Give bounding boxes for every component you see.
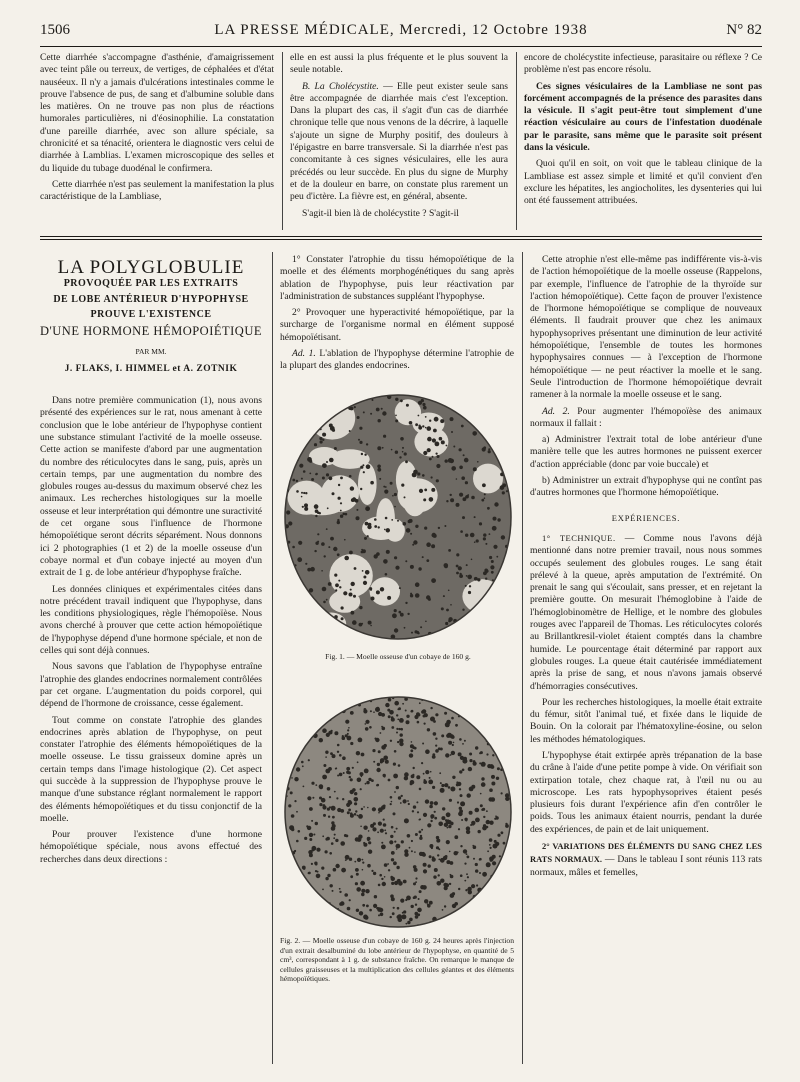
paragraph-text: — Comme nous l'avons déjà mentionné dans notre premier travail, nous nous sommes occupés seulement des globules rouges. Le sang était prélevé à la queue, après amputation de l'extrémité. On prenait le sang qui s'écoulait, sans presser, et en rejetant la première goutte. On mesurait l'hémoglobine à l'aide de l'hémoglobinomètre de Hellige, et le nombre des globules rouges avec l'appareil de Thomas. Les réticulocytes colorés au Brillantkresil-violet étaient comptés dans la chambre humide. Le pourcentage était déterminé par rapport aux globules rouges. La queue était cautérisée immédiatement après la prise de sang, et nous n'avons jamais observé d'hémorragies consécutives. [530, 532, 762, 692]
section-rule [40, 236, 762, 237]
paragraph [530, 532, 762, 693]
top-column-3 [524, 52, 762, 232]
column-divider [522, 252, 523, 1064]
figure-2-caption: Fig. 2. — Moelle osseuse d'un cobaye de 160 g. 24 heures après l'injection d'un extrait desalbuminé du lobe antérieur de l'hypophyse, en quantité de 5 cm³, correspondant à 1 g. de substance fraîche. On remarque le manque de cellules graisseuses et la multiplication des cellules géantes et des éléments hémopoïétiques. [280, 936, 514, 984]
paragraph-text: — Dans le tableau I sont réunis 113 rats normaux, mâles et femelles, [530, 854, 762, 878]
article-subtitle: PROUVE L'EXISTENCE [90, 308, 212, 320]
paragraph-text: — Elle peut exister seule sans être accompagnée de diarrhée mais c'est l'exception. Dans la plupart des cas, il s'agit d'un cas de diarrhée chronique telle que nous venons de la décrire, à laquelle s'ajoute un signe de Murphy positif, des douleurs à l'épigastre en barre transversale. Si la diarrhée n'est pas concomitante à ces signes vésiculaires, elle les aura précédés ou leur succède. En plus du signe de Murphy et de la douleur en barre, on constate plus rarement un peu d'ictère. La fièvre est, en général, absente. [290, 80, 508, 203]
page-header [40, 22, 762, 44]
figure-1-caption: Fig. 1. — Moelle osseuse d'un cobaye de 160 g. [325, 652, 471, 661]
section-heading: B. La Cholécystite. [302, 80, 379, 92]
section-title: EXPÉRIENCES. [611, 512, 681, 523]
subsection-label: 2° VARIATIONS DES ÉLÉMENTS DU SANG CHEZ LES RATS NORMAUX. [530, 841, 762, 865]
paragraph: Cette atrophie n'est elle-même pas indifférente vis-à-vis de l'action hémopoïétique de la moelle osseuse (Rappelons, par exemple, l'influence de l'atrophie de la thyroïde sur l'action hémopoïétique). Cette façon de prouver l'existence de l'hormone hémopoïétique se complique de nouveaux éléments. Il faudrait prouver que chez les animaux hypophysoprives présentant une diminution de leur activité hémopoïétique, l'ensemble de toutes les hormones hypophysaires connues — à l'exception de l'hormone hémopoïétique — ne peut réactiver la moelle et le sang. Seule l'introduction de l'hormone hémopoïétique devrait ramener à la normale la moelle osseuse et le sang. [530, 254, 762, 401]
paragraph: Cette diarrhée n'est pas seulement la manifestation la plus caractéristique de la Lambliase, [40, 178, 274, 203]
paragraph-text: Pour augmenter l'hémopoïèse des animaux normaux il fallait : [530, 405, 762, 429]
paragraph: 2° Provoquer une hyperactivité hémopoïétique, par la surcharge de l'organisme normal en élément supposé hémopoïétisant. [280, 307, 514, 343]
paragraph [290, 81, 508, 204]
article-column-2 [280, 254, 514, 384]
subsection-label: Ad. 2. [542, 405, 570, 417]
column-divider [516, 52, 517, 230]
page-number: 1506 [40, 22, 70, 38]
paragraph: Les données cliniques et expérimentales citées dans notre précédent travail indiquent que l'hypophyse, dans les conditions physiologiques, règle l'hémopoïèse. Nous avons cherché à prouver que cette action hémopoïétique de l'hypophyse dépend d'une hormone spéciale, et non de celles qui sont déjà connues. [40, 583, 262, 657]
paragraph: L'hypophyse était extirpée après trépanation de la base du crâne à l'aide d'une petite pompe à vide. On vérifiait son extirpation totale, chez chaque rat, à l'œil nu ou au microscope. Les rats hypophysoprives étaient pesés plusieurs fois durant l'expérience afin d'en contrôler le poids. Tous les animaux étaient nourris, pendant la durée des expériences, de pain et de lait uniquement. [530, 749, 762, 835]
paragraph: Nous savons que l'ablation de l'hypophyse entraîne l'atrophie des glandes endocrines normalement contrôlées par cet organe. L'augmentation du poids corporel, qui dépend de l'hormone de croissance, cesse également. [40, 661, 262, 710]
paragraph: Quoi qu'il en soit, on voit que le tableau clinique de la Lambliase est assez simple et limité et qu'il convient d'en exclure les hépatites, les angiocholites, les dysenteries qui lui ont été faussement attribuées. [524, 158, 762, 207]
article-column-1 [40, 257, 262, 1072]
paragraph [530, 840, 762, 879]
section-rule-double [40, 239, 762, 240]
figure-1-micrograph [282, 392, 514, 642]
paragraph: encore de cholécystite infectieuse, parasitaire ou réflexe ? Ce problème n'est pas encore résolu. [524, 52, 762, 76]
paragraph-text: L'ablation de l'hypophyse détermine l'atrophie de la plupart des glandes endocrines. [280, 348, 514, 372]
journal-title-date: LA PRESSE MÉDICALE, Mercredi, 12 Octobre 1938 [214, 22, 588, 38]
figure-2-micrograph [282, 694, 514, 930]
header-rule [40, 46, 762, 47]
byline-par: PAR MM. [135, 347, 167, 357]
paragraph: Dans notre première communication (1), nous avons présenté des expériences sur le rat, nous amenant à cette conclusion que le lobe antérieur de l'hypophyse contient une substance stimulant l'activité de la moelle osseuse. Cette action se manifeste d'abord par une augmentation du nombre des réticulocytes dans le sang, puis, après un certain temps, par une augmentation du nombre des globules rouges au-dessus du maximum observé chez les animaux. Les recherches histologiques sur la moelle osseuse et leur interprétation qui démontre une suractivité de cet organe sous l'influence de l'hormone hémopoïétique seront décrits séparément. Nous donnons ici 2 photographies (1 et 2) de la moelle osseuse d'un cobaye normal et d'un cobaye injecté au moyen d'un extrait de 1 g. de lobe antérieur d'hypophyse fraîche. [40, 395, 262, 579]
top-column-1 [40, 52, 274, 232]
paragraph: Pour les recherches histologiques, la moelle était extraite du fémur, sitôt l'animal tué, et fixée dans le liquide de Bouin. On la colorait par l'hématoxyline-éosine, ou selon les méthodes hématologiques. [530, 696, 762, 745]
article-subtitle: DE LOBE ANTÉRIEUR D'HYPOPHYSE [53, 293, 249, 305]
top-column-2 [290, 52, 508, 232]
issue-number: N° 82 [726, 22, 762, 38]
paragraph: Tout comme on constate l'atrophie des glandes endocrines après ablation de l'hypophyse, on peut constater l'atrophie des éléments hémopoïétiques de la moelle osseuse. Le tissu graisseux domine après un certain temps dans l'image histologique (2). Cet aspect qui succède à la suppression de l'hypophyse prouve le manque d'une substance réglant normalement le rapport des éléments hémopoïétiques et du tissu conjonctif de la moelle. [40, 714, 262, 824]
paragraph: S'agit-il bien là de cholécystite ? S'agit-il [302, 207, 459, 219]
subsection-label: Ad. 1. [292, 348, 316, 360]
column-divider [272, 252, 273, 1064]
paragraph: b) Administrer un extrait d'hypophyse qui ne contînt pas d'autres hormones que l'hormone hémopoïétique. [530, 475, 762, 499]
article-subtitle-main: D'UNE HORMONE HÉMOPOIÉTIQUE [40, 324, 262, 339]
article-column-3 [530, 254, 762, 1074]
paragraph [530, 406, 762, 431]
paragraph: 1° Constater l'atrophie du tissu hémopoïétique de la moelle et des éléments morphogénétiques du sang après ablation de l'hypophyse, puis leur réactivation par l'administration de substances suppléant l'hypophyse. [280, 254, 514, 302]
paragraph [280, 348, 514, 373]
paragraph: Cette diarrhée s'accompagne d'asthénie, d'amaigrissement avec teint pâle ou terreux, de vertiges, de céphalées et d'état nauséeux. Il n'y a jamais d'ulcérations intestinales comme le prouve l'absence de pus, de sang et d'albumine soluble dans les matières. On ne trouve pas non plus de réactions humorales particulières, ni d'éosinophilie. La constatation d'une pareille diarrhée, avec son allure spéciale, sa chronicité et sa ténacité, orientera le diagnostic vers celui de diarrhée à Lamblias. L'examen microscopique des selles et du liquide du tubage duodénal le confirmera. [40, 52, 274, 174]
article-title: LA POLYGLOBULIE [57, 257, 245, 278]
column-divider [282, 52, 283, 230]
article-subtitle: PROVOQUÉE PAR LES EXTRAITS [63, 278, 239, 290]
authors: J. FLAKS, I. HIMMEL et A. ZOTNIK [64, 363, 238, 374]
subsection-label: 1° TECHNIQUE. [542, 532, 616, 543]
paragraph: elle en est aussi la plus fréquente et le plus souvent la seule notable. [290, 52, 508, 76]
paragraph: Ces signes vésiculaires de la Lambliase ne sont pas forcément accompagnés de la présence des parasites dans la vésicule. Il s'agit peut-être tout simplement d'une réaction vésiculaire au cours de l'infestation duodénale par le parasite, sans même que le parasite soit présent dans la vésicule. [524, 80, 762, 154]
paragraph: Pour prouver l'existence d'une hormone hémopoïétique spéciale, nous avons effectué des recherches dans deux directions : [40, 829, 262, 865]
paragraph: a) Administrer l'extrait total de lobe antérieur d'une manière telle que les autres hormones ne puissent exercer d'action appréciable (donc par voie buccale) et [530, 434, 762, 470]
